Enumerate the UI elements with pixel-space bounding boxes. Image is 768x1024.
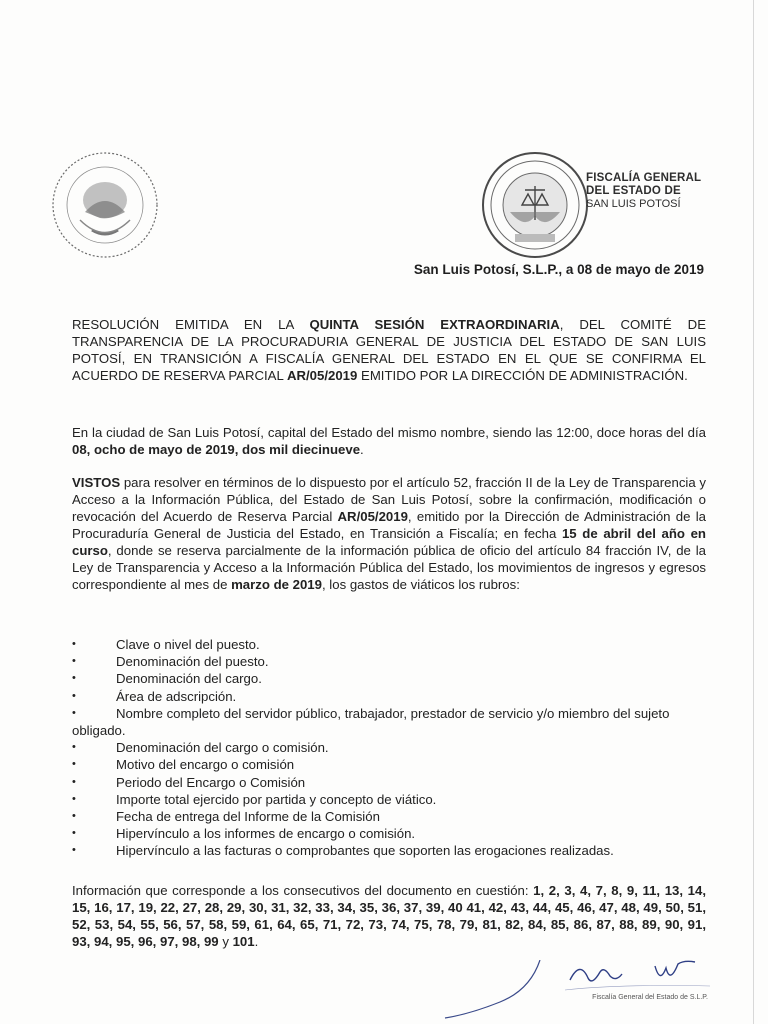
- title-session: QUINTA SESIÓN EXTRAORDINARIA: [309, 317, 560, 332]
- vistos-label: VISTOS: [72, 475, 121, 490]
- resolution-title: [72, 316, 706, 384]
- intro-part-3: .: [360, 442, 364, 457]
- date-line: San Luis Potosí, S.L.P., a 08 de mayo de 2019: [413, 262, 704, 277]
- fiscalia-seal: [480, 150, 590, 260]
- footer-note: Fiscalía General del Estado de S.L.P.: [592, 994, 708, 1001]
- fiscalia-brand: [586, 172, 736, 211]
- brand-line-3: SAN LUIS POTOSÍ: [586, 198, 681, 210]
- handwritten-signature: [560, 950, 720, 1000]
- consecutivos-label: Información que corresponde a los consecutivos del documento en cuestión:: [72, 883, 534, 898]
- list-item: • Hipervínculo a los informes de encargo o comisión.: [72, 825, 712, 842]
- title-part-3: , DEL COMITÉ DE TRANSPARENCIA DE LA PROCURADURIA GENERAL DE JUSTICIA DEL ESTADO DE SAN LUIS POTOSÍ, EN TRANSICIÓN A FISCALÍA GENERAL DEL ESTADO EN EL QUE SE CONFIRMA EL ACUERDO DE RESERVA PARCIAL: [72, 317, 706, 383]
- list-item: • Periodo del Encargo o Comisión: [72, 774, 712, 791]
- list-item: • Clave o nivel del puesto.: [72, 636, 712, 653]
- rubros-list: [72, 636, 712, 860]
- vistos-part-4: , emitido por la Dirección de Administración de la Procuraduría General de Justicia del Estado, en Transición a Fiscalía; en fecha: [72, 509, 706, 541]
- page-edge: [753, 0, 754, 1024]
- vistos-paragraph: [72, 474, 706, 593]
- brand-line-2: DEL ESTADO DE: [586, 185, 681, 197]
- list-item: • Fecha de entrega del Informe de la Comisión: [72, 808, 712, 825]
- consecutivos-end: .: [254, 934, 259, 949]
- intro-paragraph: [72, 424, 706, 458]
- vistos-part-2: para resolver en términos de lo dispuesto por el artículo 52, fracción II de la Ley de Transparencia y Acceso a la Información Pública, del Estado de San Luis Potosí, sobre la confirmación, modificación o revocación del Acuerdo de Reserva Parcial: [72, 475, 706, 524]
- list-item: • Nombre completo del servidor público, trabajador, prestador de servicio y/o miembro del sujeto obligado.: [72, 705, 712, 739]
- list-item: • Motivo del encargo o comisión: [72, 756, 712, 773]
- title-part-1: RESOLUCIÓN EMITIDA EN LA: [72, 317, 310, 332]
- vistos-agreement-code: AR/05/2019: [337, 509, 408, 524]
- coat-of-arms-seal: [50, 150, 160, 260]
- consecutivos-last: 101: [232, 934, 255, 949]
- brand-line-1: FISCALÍA GENERAL: [586, 172, 702, 184]
- title-part-5: EMITIDO POR LA DIRECCIÓN DE ADMINISTRACIÓN.: [357, 368, 688, 383]
- consecutivos-numbers: 1, 2, 3, 4, 7, 8, 9, 11, 13, 14, 15, 16, 17, 19, 22, 27, 28, 29, 30, 31, 32, 33, 34, 35, 36, 37, 39, 40 41, 42, 43, 44, 45, 46, 47, 48, 49, 50, 51, 52, 53, 54, 55, 56, 57, 58, 59, 61, 64, 65, 71, 72, 73, 74, 75, 78, 79, 81, 82, 84, 85, 86, 87, 88, 89, 90, 91, 93, 94, 95, 96, 97, 98, 99: [72, 883, 707, 949]
- list-item: • Área de adscripción.: [72, 688, 712, 705]
- list-item: • Hipervínculo a las facturas o comprobantes que soporten las erogaciones realizadas.: [72, 842, 712, 859]
- list-item: • Denominación del cargo.: [72, 670, 712, 687]
- consecutivos-paragraph: [72, 882, 706, 950]
- vistos-date: 15 de abril del año en curso: [72, 526, 706, 558]
- intro-date: 08, ocho de mayo de 2019, dos mil diecinueve: [72, 442, 361, 457]
- vistos-part-6: , donde se reserva parcialmente de la información pública de oficio del artículo 84 fracción IV, de la Ley de Transparencia y Acceso a la Información Pública del Estado, los movimientos de ingresos y egresos correspondiente al mes de: [72, 543, 706, 592]
- title-agreement-code: AR/05/2019: [286, 368, 358, 383]
- list-item: • Importe total ejercido por partida y concepto de viático.: [72, 791, 712, 808]
- consecutivos-and: y: [218, 934, 233, 949]
- vistos-part-8: , los gastos de viáticos los rubros:: [321, 577, 520, 592]
- list-item: • Denominación del cargo o comisión.: [72, 739, 712, 756]
- vistos-month: marzo de 2019: [231, 577, 322, 592]
- signature-stroke: [440, 960, 560, 1020]
- intro-part-1: En la ciudad de San Luis Potosí, capital del Estado del mismo nombre, siendo las 12:00, doce horas del día: [72, 425, 706, 440]
- list-item: • Denominación del puesto.: [72, 653, 712, 670]
